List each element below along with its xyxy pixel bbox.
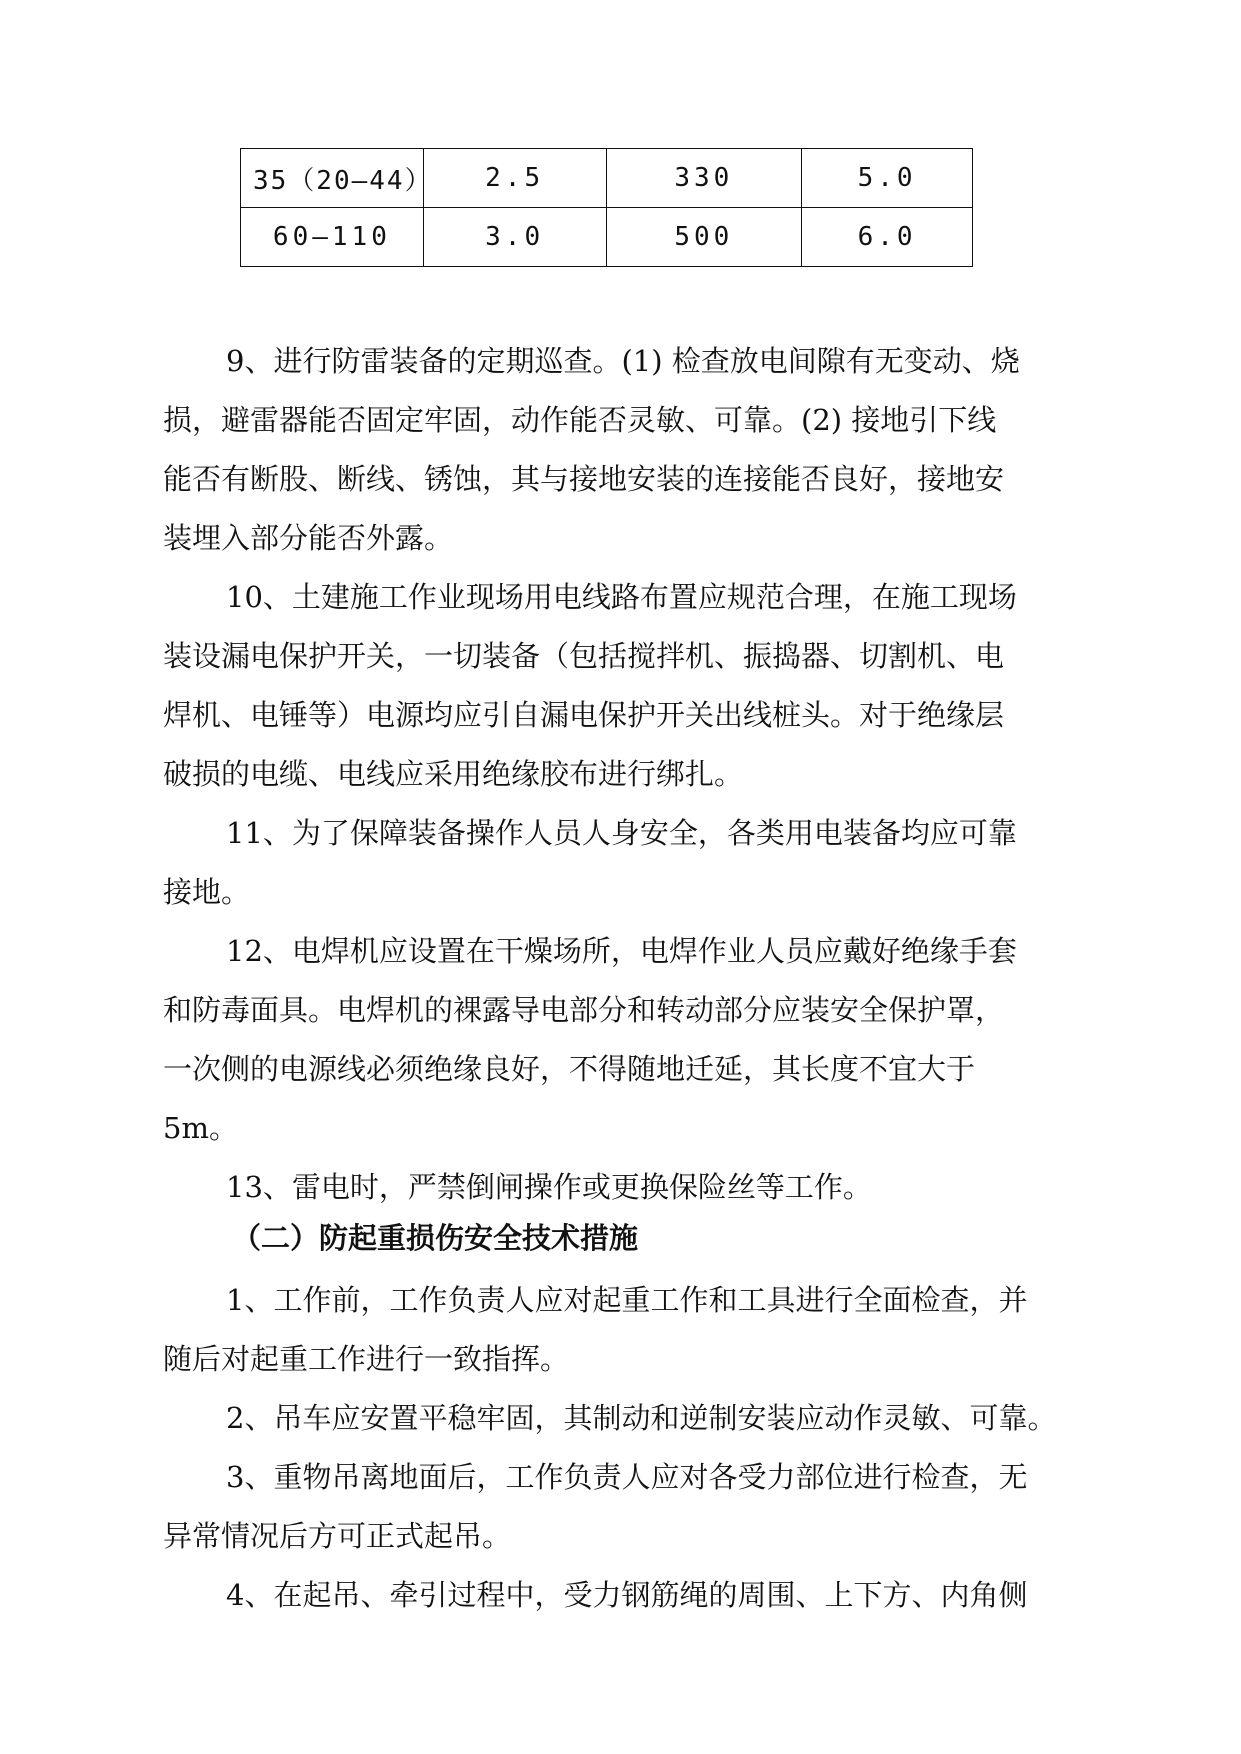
paragraph-line: 2、吊车应安置平稳牢固，其制动和逆制安装应动作灵敏、可靠。 <box>226 1401 1057 1435</box>
paragraph-line: 装设漏电保护开关，一切装备（包括搅拌机、振捣器、切割机、电 <box>163 639 1005 673</box>
paragraph-line: 9、进行防雷装备的定期巡查。(1) 检查放电间隙有无变动、烧 <box>226 344 1020 378</box>
paragraph-line: 和防毒面具。电焊机的裸露导电部分和转动部分应装安全保护罩， <box>163 993 1005 1027</box>
paragraph-line: 13、雷电时，严禁倒闸操作或更换保险丝等工作。 <box>226 1170 872 1204</box>
section-heading: （二）防起重损伤安全技术措施 <box>232 1221 639 1255</box>
table-cell: 2.5 <box>423 149 606 208</box>
paragraph-line: 1、工作前，工作负责人应对起重工作和工具进行全面检查，并 <box>226 1283 1028 1317</box>
table-row <box>241 149 973 208</box>
paragraph-line: 接地。 <box>163 875 251 909</box>
paragraph-line: 一次侧的电源线必须绝缘良好，不得随地迁延，其长度不宜大于 <box>163 1052 976 1086</box>
paragraph-line: 10、土建施工作业现场用电线路布置应规范合理，在施工现场 <box>226 580 1017 614</box>
paragraph-line: 5m。 <box>163 1111 238 1145</box>
paragraph-line: 装埋入部分能否外露。 <box>163 521 454 555</box>
paragraph-line: 12、电焊机应设置在干燥场所，电焊作业人员应戴好绝缘手套 <box>226 934 1017 968</box>
table-cell: 6.0 <box>802 208 973 267</box>
table-cell: 3.0 <box>423 208 606 267</box>
paragraph-line: 异常情况后方可正式起吊。 <box>163 1519 512 1553</box>
table-cell: 60—110 <box>241 208 424 267</box>
paragraph-line: 能否有断股、断线、锈蚀，其与接地安装的连接能否良好，接地安 <box>163 462 1005 496</box>
paragraph-line: 3、重物吊离地面后，工作负责人应对各受力部位进行检查，无 <box>226 1460 1028 1494</box>
table-cell: 500 <box>606 208 802 267</box>
paragraph-line: 损，避雷器能否固定牢固，动作能否灵敏、可靠。(2) 接地引下线 <box>163 403 997 437</box>
table-cell: 330 <box>606 149 802 208</box>
paragraph-line: 破损的电缆、电线应采用绝缘胶布进行绑扎。 <box>163 757 744 791</box>
table-cell: 35（20—44） <box>241 149 424 208</box>
paragraph-line: 焊机、电锤等）电源均应引自漏电保护开关出线桩头。对于绝缘层 <box>163 698 1005 732</box>
table-cell: 5.0 <box>802 149 973 208</box>
spec-table <box>240 148 973 267</box>
table-row <box>241 208 973 267</box>
paragraph-line: 4、在起吊、牵引过程中，受力钢筋绳的周围、上下方、内角侧 <box>226 1578 1028 1612</box>
paragraph-line: 随后对起重工作进行一致指挥。 <box>163 1342 570 1376</box>
paragraph-line: 11、为了保障装备操作人员人身安全，各类用电装备均应可靠 <box>226 816 1017 850</box>
